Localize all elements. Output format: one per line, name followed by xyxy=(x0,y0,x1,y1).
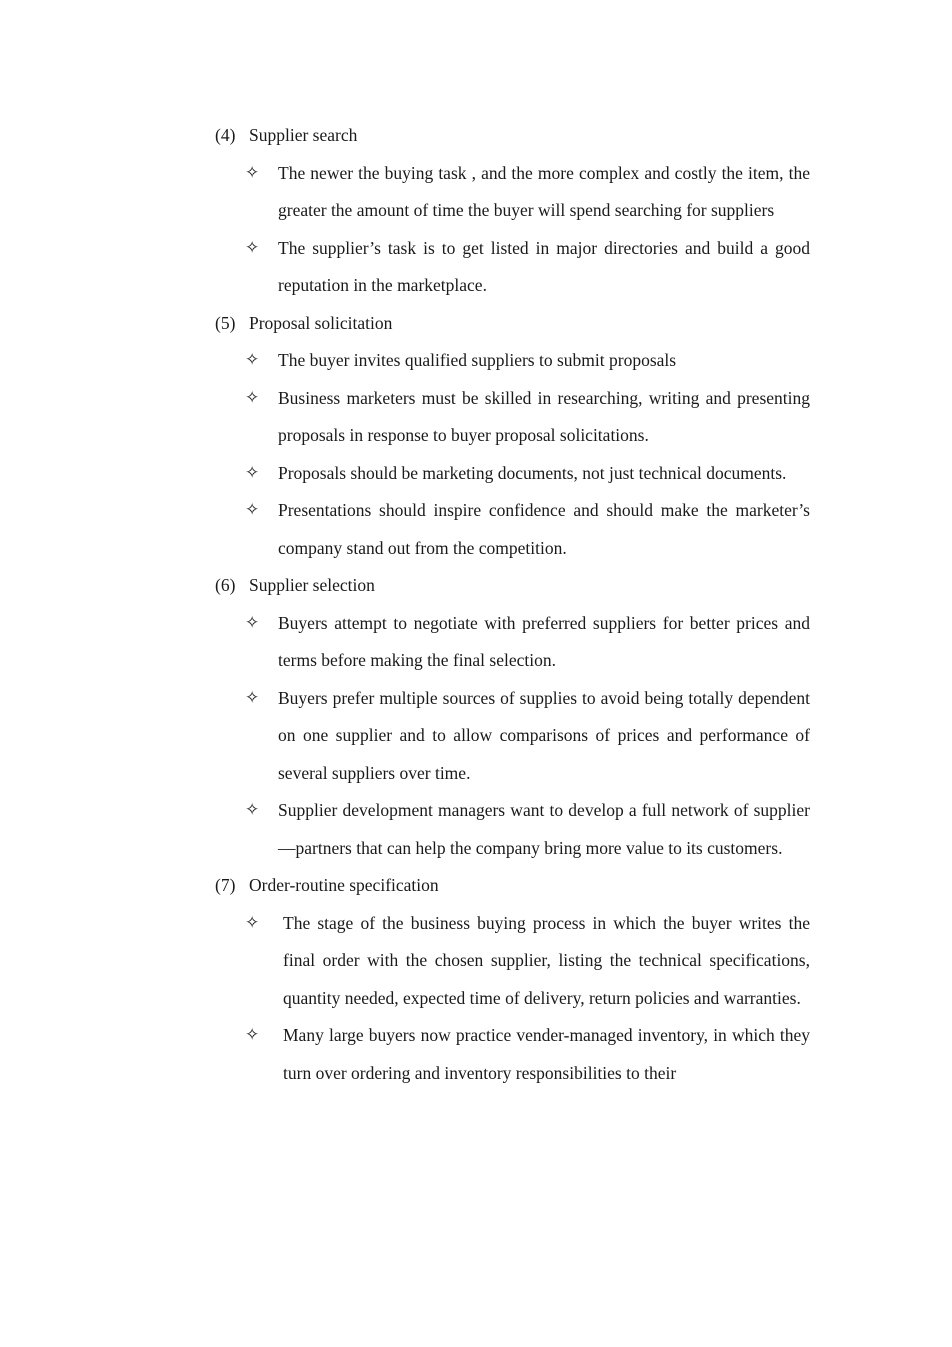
diamond-bullet-icon: ✧ xyxy=(245,387,260,408)
list-item xyxy=(215,455,810,493)
bullet-list xyxy=(215,342,810,567)
page-content xyxy=(215,117,810,1092)
section-supplier-selection xyxy=(215,567,810,867)
bullet-text: Presentations should inspire confidence and should make the marketer’s company stand out from the competition. xyxy=(278,500,810,558)
section-number: (6) xyxy=(215,575,236,595)
bullet-text: Proposals should be marketing documents, not just technical documents. xyxy=(278,462,787,483)
list-item xyxy=(215,680,810,793)
diamond-bullet-icon: ✧ xyxy=(245,800,260,820)
bullet-text: Supplier development managers want to develop a full network of supplier—partners that can help the company bring more value to its customers. xyxy=(278,800,810,858)
bullet-list xyxy=(215,905,810,1093)
list-item xyxy=(215,155,810,230)
list-item xyxy=(215,342,810,380)
bullet-text: The supplier’s task is to get listed in major directories and build a good reputation in the marketplace. xyxy=(278,237,810,295)
section-proposal-solicitation xyxy=(215,305,810,568)
section-heading xyxy=(215,305,810,343)
diamond-bullet-icon: ✧ xyxy=(245,912,260,933)
bullet-text: Buyers prefer multiple sources of supplies to avoid being totally dependent on one supplier and to allow comparisons of prices and performance of several suppliers over time. xyxy=(278,687,810,783)
list-item xyxy=(215,605,810,680)
bullet-list xyxy=(215,605,810,868)
diamond-bullet-icon: ✧ xyxy=(245,687,260,708)
bullet-list xyxy=(215,155,810,305)
diamond-bullet-icon: ✧ xyxy=(245,350,260,370)
diamond-bullet-icon: ✧ xyxy=(245,462,260,483)
bullet-text: Buyers attempt to negotiate with preferred suppliers for better prices and terms before making the final selection. xyxy=(278,612,810,670)
section-number: (4) xyxy=(215,125,236,145)
section-number: (7) xyxy=(215,875,236,895)
diamond-bullet-icon: ✧ xyxy=(245,500,260,520)
section-title: Supplier search xyxy=(249,125,358,145)
diamond-bullet-icon: ✧ xyxy=(245,237,260,258)
bullet-text: The buyer invites qualified suppliers to submit proposals xyxy=(278,350,677,370)
section-heading xyxy=(215,567,810,605)
section-supplier-search xyxy=(215,117,810,305)
section-title: Proposal solicitation xyxy=(249,312,393,333)
section-title: Order-routine specification xyxy=(249,875,439,895)
diamond-bullet-icon: ✧ xyxy=(245,162,260,183)
list-item xyxy=(215,905,810,1018)
list-item xyxy=(215,1017,810,1092)
bullet-text: The newer the buying task , and the more complex and costly the item, the greater the amount of time the buyer will spend searching for suppliers xyxy=(278,162,810,220)
section-heading xyxy=(215,867,810,905)
list-item xyxy=(215,792,810,867)
list-item xyxy=(215,230,810,305)
bullet-text: Business marketers must be skilled in researching, writing and presenting proposals in response to buyer proposal solicitations. xyxy=(278,387,810,445)
section-title: Supplier selection xyxy=(249,575,375,595)
list-item xyxy=(215,380,810,455)
list-item xyxy=(215,492,810,567)
section-order-routine-specification xyxy=(215,867,810,1092)
bullet-text: Many large buyers now practice vender-managed inventory, in which they turn over ordering and inventory responsibilities to their xyxy=(283,1025,810,1083)
section-heading xyxy=(215,117,810,155)
section-number: (5) xyxy=(215,312,236,333)
diamond-bullet-icon: ✧ xyxy=(245,612,260,633)
bullet-text: The stage of the business buying process in which the buyer writes the final order with the chosen supplier, listing the technical specifications, quantity needed, expected time of delivery, return policies and warranties. xyxy=(283,912,810,1008)
diamond-bullet-icon: ✧ xyxy=(245,1025,260,1045)
